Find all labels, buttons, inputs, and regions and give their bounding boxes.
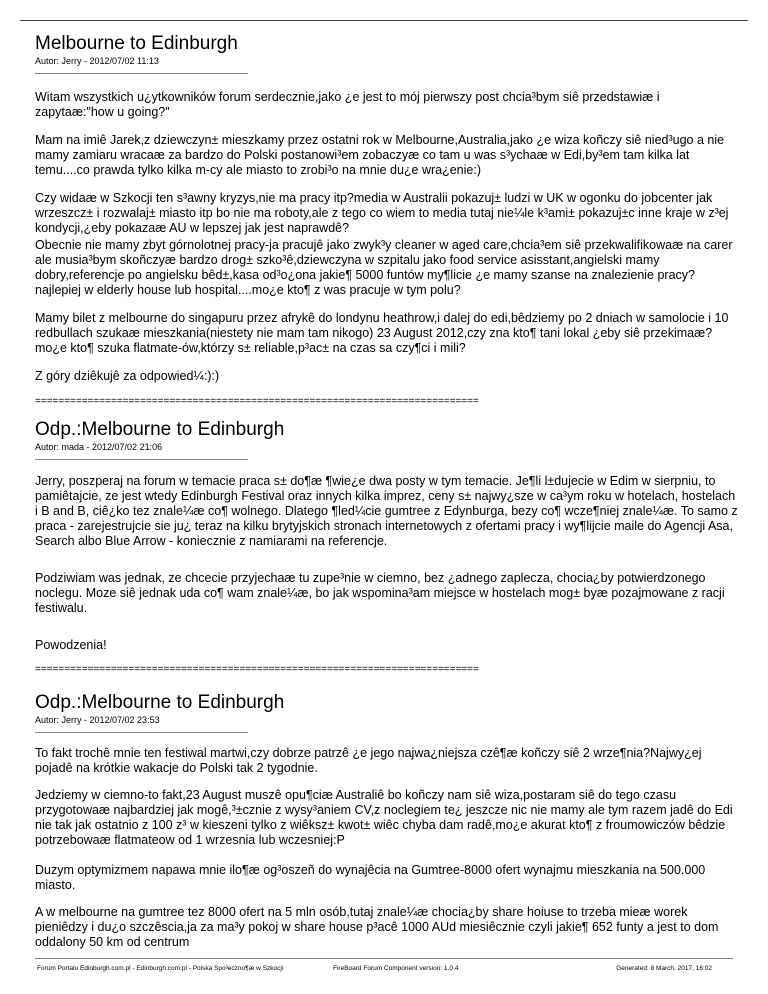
post-paragraph: Podziwiam was jednak, ze chcecie przyjechaæ tu zupe³nie w ciemno, bez ¿adnego zaplecza, chocia¿by potwierdzonego noclegu. Moze siê jednak uda co¶ wam znale¼æ, bo jak wspomina³am miejsce w hostelach mog± byæ pozajmowane z racji festiwalu. xyxy=(35,571,725,615)
post-paragraph: To fakt trochê mnie ten festiwal martwi,czy dobrze patrzê ¿e jego najwa¿niejsza czê¶æ koñczy siê 2 wrze¶nia?Najwy¿ej pojadê na krótkie wakacje do Polski tak 2 tygodnie. xyxy=(35,746,702,775)
post-paragraph: A w melbourne na gumtree tez 8000 ofert na 5 mln osób,tutaj znale¼æ chocia¿by share hoiuse to trzeba mieæ worek pieniêdzy i du¿o szczêscia,ja za ma³y pokoj w share house p³acê 1000 AUd miesiêcznie czyli jakie¶ 652 funty a jest to dom oddalony 50 km od centrum xyxy=(35,905,719,949)
post-paragraph: Z góry dziêkujê za odpowied¼:):) xyxy=(35,369,220,383)
post-title: Melbourne to Edinburgh xyxy=(35,33,238,54)
post-separator: ============================================================================ xyxy=(35,664,479,675)
meta-rule xyxy=(35,459,248,460)
footer-component-version: FireBoard Forum Component version: 1.0.4 xyxy=(333,965,459,972)
post-meta: Autor: mada - 2012/07/02 21:06 xyxy=(35,442,163,452)
post-paragraph: Jerry, poszperaj na forum w temacie praca s± do¶æ ¶wie¿e dwa posty w tym temacie. Je¶li l±dujecie w Edim w sierpniu, to pamiêtajcie, ze jest wtedy Edinburgh Festival oraz innych kilka imprez, ceny s± najwy¿sze w ca³ym roku w hotelach, hostelach i B and B, ciê¿ko tez znale¼æ co¶ wolnego. Dlatego ¶led¼cie gumtree z Edynburga, bezy co¶ wcze¶niej znale¼æ. To samo z praca - zarejestrujcie sie ju¿ teraz na kilku brytyjskich stronach internetowych z ofertami pracy i wy¶lijcie maile do Agencji Asa, Search albo Blue Arrow - koniecznie z namiarami na referencje. xyxy=(35,474,738,548)
footer-site-name: Forum Portalu Edinburgh.com.pl - Edinburgh.com.pl - Polska Spo³eczno¶æ w Szkocji xyxy=(37,965,284,972)
post xyxy=(35,693,740,733)
top-rule xyxy=(20,20,748,21)
post xyxy=(35,34,740,74)
footer-rule xyxy=(35,958,733,959)
post-separator: ============================================================================ xyxy=(35,396,479,407)
post-paragraph: Czy widaæ w Szkocji ten s³awny kryzys,nie ma pracy itp?media w Australii pokazuj± ludzi w UK w ogonku do jobcenter jak wrzeszcz± i rozwalaj± miasto itp bo nie ma roboty,ale z tego co wiem to media tutaj nie¼le k³ami± pokazuj±c inne kraje w z³ej kondycji,¿eby pokazaæ AU w lepszej jak jest naprawdê? xyxy=(35,191,729,235)
post-paragraph: Duzym optymizmem napawa mnie ilo¶æ og³oszeñ do wynajêcia na Gumtree-8000 ofert wynajmu mieszkania na 500.000 miasto. xyxy=(35,863,706,892)
post-paragraph: Mamy bilet z melbourne do singapuru przez afrykê do londynu heathrow,i dalej do edi,bêdziemy po 2 dniach w samolocie i 10 redbullach szukaæ mieszkania(niestety nie mam tam nikogo) 23 August 2012,czy zna kto¶ tani lokal ¿eby siê przekimaæ? mo¿e kto¶ szuka flatmate-ów,którzy s± reliable,p³ac± na czas sa czy¶ci i mili? xyxy=(35,311,729,355)
post-paragraph: Powodzenia! xyxy=(35,638,107,652)
post-title: Odp.:Melbourne to Edinburgh xyxy=(35,692,285,713)
post-paragraph: Jedziemy w ciemno-to fakt,23 August muszê opu¶ciæ Australiê bo koñczy nam siê wiza,postaram siê do tego czasu przygotowaæ najbardziej jak mogê,³±cznie z wysy³aniem CV,z noclegiem te¿ jeszcze nic nie mamy ale tym razem jadê do Edi nie tak jak ostatnio z 100 z³ w kieszeni tylko z wiêksz± kwot± wiêc chyba dam radê,mo¿e akurat kto¶ z froumowiczów bêdzie potrzebowaæ flatmateow od 1 wrzesnia lub wczesniej:P xyxy=(35,788,733,847)
post-meta: Autor: Jerry - 2012/07/02 23:53 xyxy=(35,715,160,725)
post-paragraph: Obecnie nie mamy zbyt górnolotnej pracy-ja pracujê jako zwyk³y cleaner w aged care,chcia³em siê przekwalifikowaæ na carer ale musia³bym skoñczyæ bardzo drog± szko³ê,dziewczyna w szpitalu jako food service asisstant,angielski mamy dobry,referencje po angielsku bêd±,kasa od³o¿ona jakie¶ 5000 funtów my¶licie ¿e mamy szanse na znalezienie pracy?najlepiej w elderly house lub hospital....mo¿e kto¶ z was pracuje w tym polu? xyxy=(35,238,733,297)
meta-rule xyxy=(35,732,248,733)
post-title: Odp.:Melbourne to Edinburgh xyxy=(35,419,285,440)
footer-generated: Generated: 8 March, 2017, 16:02 xyxy=(616,965,712,972)
post-meta: Autor: Jerry - 2012/07/02 11:13 xyxy=(35,56,159,66)
post xyxy=(35,420,740,460)
post-paragraph: Witam wszystkich u¿ytkowników forum serdecznie,jako ¿e jest to mój pierwszy post chcia³bym siê przedstawiæ i zapytaæ:"how u going?" xyxy=(35,90,660,119)
meta-rule xyxy=(35,73,248,74)
post-paragraph: Mam na imiê Jarek,z dziewczyn± mieszkamy przez ostatni rok w Melbourne,Australia,jako ¿e wiza koñczy siê nied³ugo a nie mamy zamiaru wracaæ za bardzo do Polski postanowi³em zobaczyæ co tam u was s³ychaæ w Edi,by³em tam kilka lat temu....co prawda tylko kilka m-cy ale miasto to zrobi³o na mnie du¿e wra¿enie:) xyxy=(35,133,725,177)
